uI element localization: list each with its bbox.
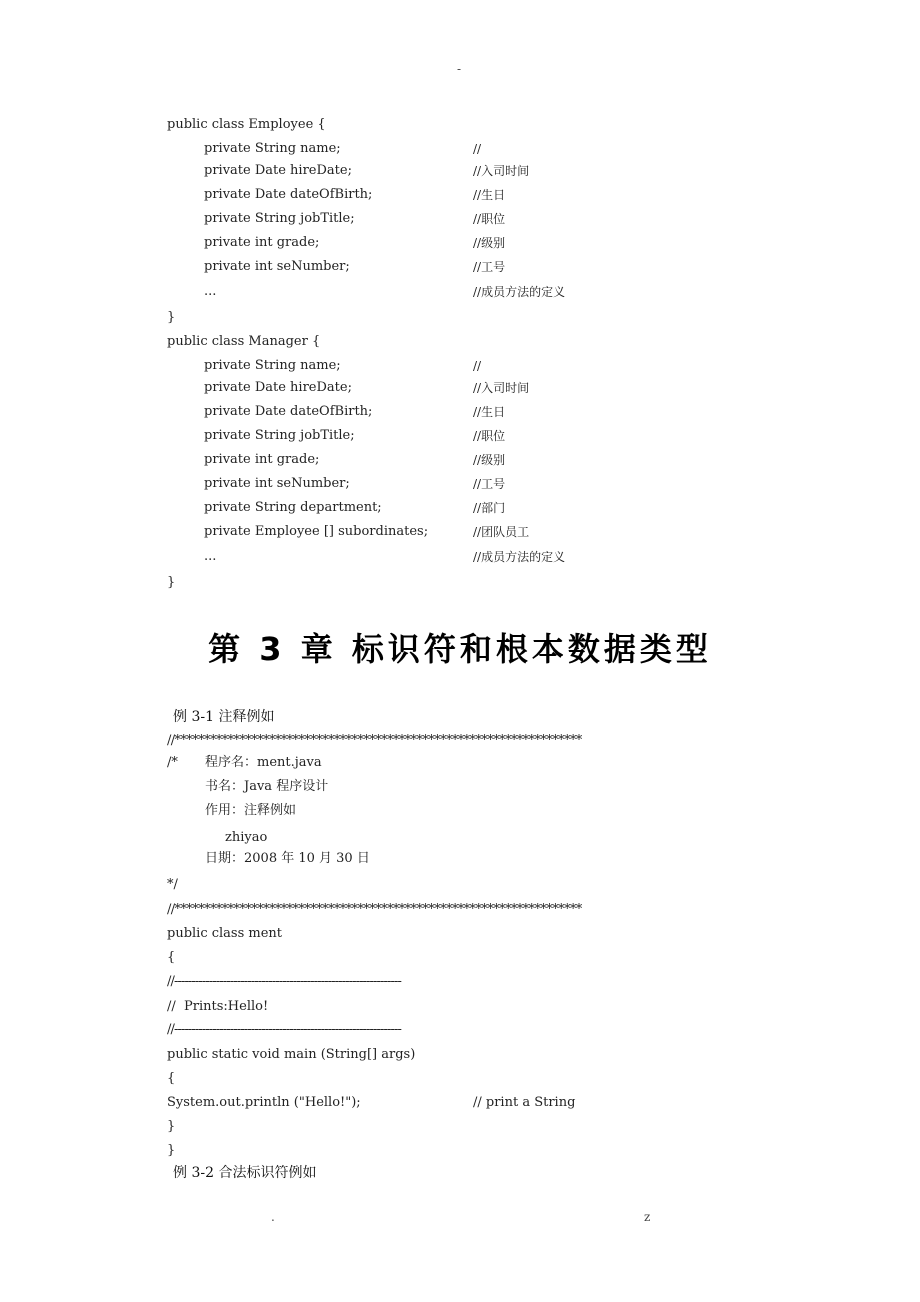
- dash-line: //-----------------------------------------------------------------: [167, 1022, 401, 1037]
- manager-field-comment: //生日: [473, 405, 506, 419]
- manager-field-comment: //级别: [473, 453, 506, 467]
- manager-field: private String name;: [204, 358, 341, 373]
- employee-field: private int grade;: [204, 235, 320, 250]
- stars-line: //*********************************************************************: [167, 733, 582, 748]
- example-2-heading: 例 3-2 合法标识符例如: [173, 1165, 317, 1181]
- employee-field-comment: //入司时间: [473, 164, 530, 178]
- close-brace: }: [167, 1119, 176, 1134]
- manager-field-comment: //工号: [473, 477, 506, 491]
- employee-field-comment: //: [473, 142, 482, 156]
- chapter-title: 第 3 章 标识符和根本数据类型: [208, 630, 712, 668]
- employee-field: ...: [204, 284, 217, 299]
- main-declaration: public static void main (String[] args): [167, 1047, 416, 1062]
- footer-left: .: [271, 1210, 275, 1224]
- manager-field: private Employee [] subordinates;: [204, 524, 429, 539]
- class-declaration: public class ment: [167, 926, 283, 941]
- prints-comment: // Prints:Hello!: [167, 999, 269, 1014]
- author: zhiyao: [225, 830, 268, 845]
- manager-field: private String department;: [204, 500, 382, 515]
- employee-field: private Date hireDate;: [204, 163, 352, 178]
- employee-field-comment: //职位: [473, 212, 506, 226]
- close-brace: }: [167, 1143, 176, 1158]
- comment-open: /*: [167, 755, 178, 770]
- manager-field: private int seNumber;: [204, 476, 350, 491]
- employee-class-close: }: [167, 310, 176, 325]
- manager-class-open: public class Manager {: [167, 334, 321, 349]
- manager-field: ...: [204, 549, 217, 564]
- open-brace: {: [167, 1071, 176, 1086]
- manager-field-comment: //成员方法的定义: [473, 550, 566, 564]
- employee-field-comment: //生日: [473, 188, 506, 202]
- manager-field: private String jobTitle;: [204, 428, 355, 443]
- manager-field: private int grade;: [204, 452, 320, 467]
- manager-field: private Date dateOfBirth;: [204, 404, 373, 419]
- comment-close: */: [167, 877, 178, 892]
- employee-field-comment: //成员方法的定义: [473, 285, 566, 299]
- employee-field: private int seNumber;: [204, 259, 350, 274]
- println-statement: System.out.println ("Hello!");: [167, 1095, 361, 1110]
- manager-field-comment: //职位: [473, 429, 506, 443]
- employee-field: private Date dateOfBirth;: [204, 187, 373, 202]
- employee-field-comment: //工号: [473, 260, 506, 274]
- manager-field-comment: //: [473, 359, 482, 373]
- manager-field-comment: //入司时间: [473, 381, 530, 395]
- header-mark: -: [457, 62, 462, 76]
- employee-field: private String name;: [204, 141, 341, 156]
- employee-field-comment: //级别: [473, 236, 506, 250]
- manager-field-comment: //部门: [473, 501, 506, 515]
- open-brace: {: [167, 950, 176, 965]
- program-name: 程序名：ment.java: [205, 755, 322, 770]
- manager-class-close: }: [167, 575, 176, 590]
- dash-line: //-----------------------------------------------------------------: [167, 974, 401, 989]
- employee-field: private String jobTitle;: [204, 211, 355, 226]
- footer-right: z: [644, 1210, 651, 1224]
- purpose: 作用：注释例如: [205, 803, 297, 818]
- stars-line: //*********************************************************************: [167, 902, 582, 917]
- date: 日期：2008 年 10 月 30 日: [205, 851, 370, 866]
- example-1-heading: 例 3-1 注释例如: [173, 709, 275, 725]
- println-comment: // print a String: [473, 1095, 576, 1110]
- employee-class-open: public class Employee {: [167, 117, 326, 132]
- manager-field: private Date hireDate;: [204, 380, 352, 395]
- manager-field-comment: //团队员工: [473, 525, 530, 539]
- book-name: 书名：Java 程序设计: [205, 779, 329, 794]
